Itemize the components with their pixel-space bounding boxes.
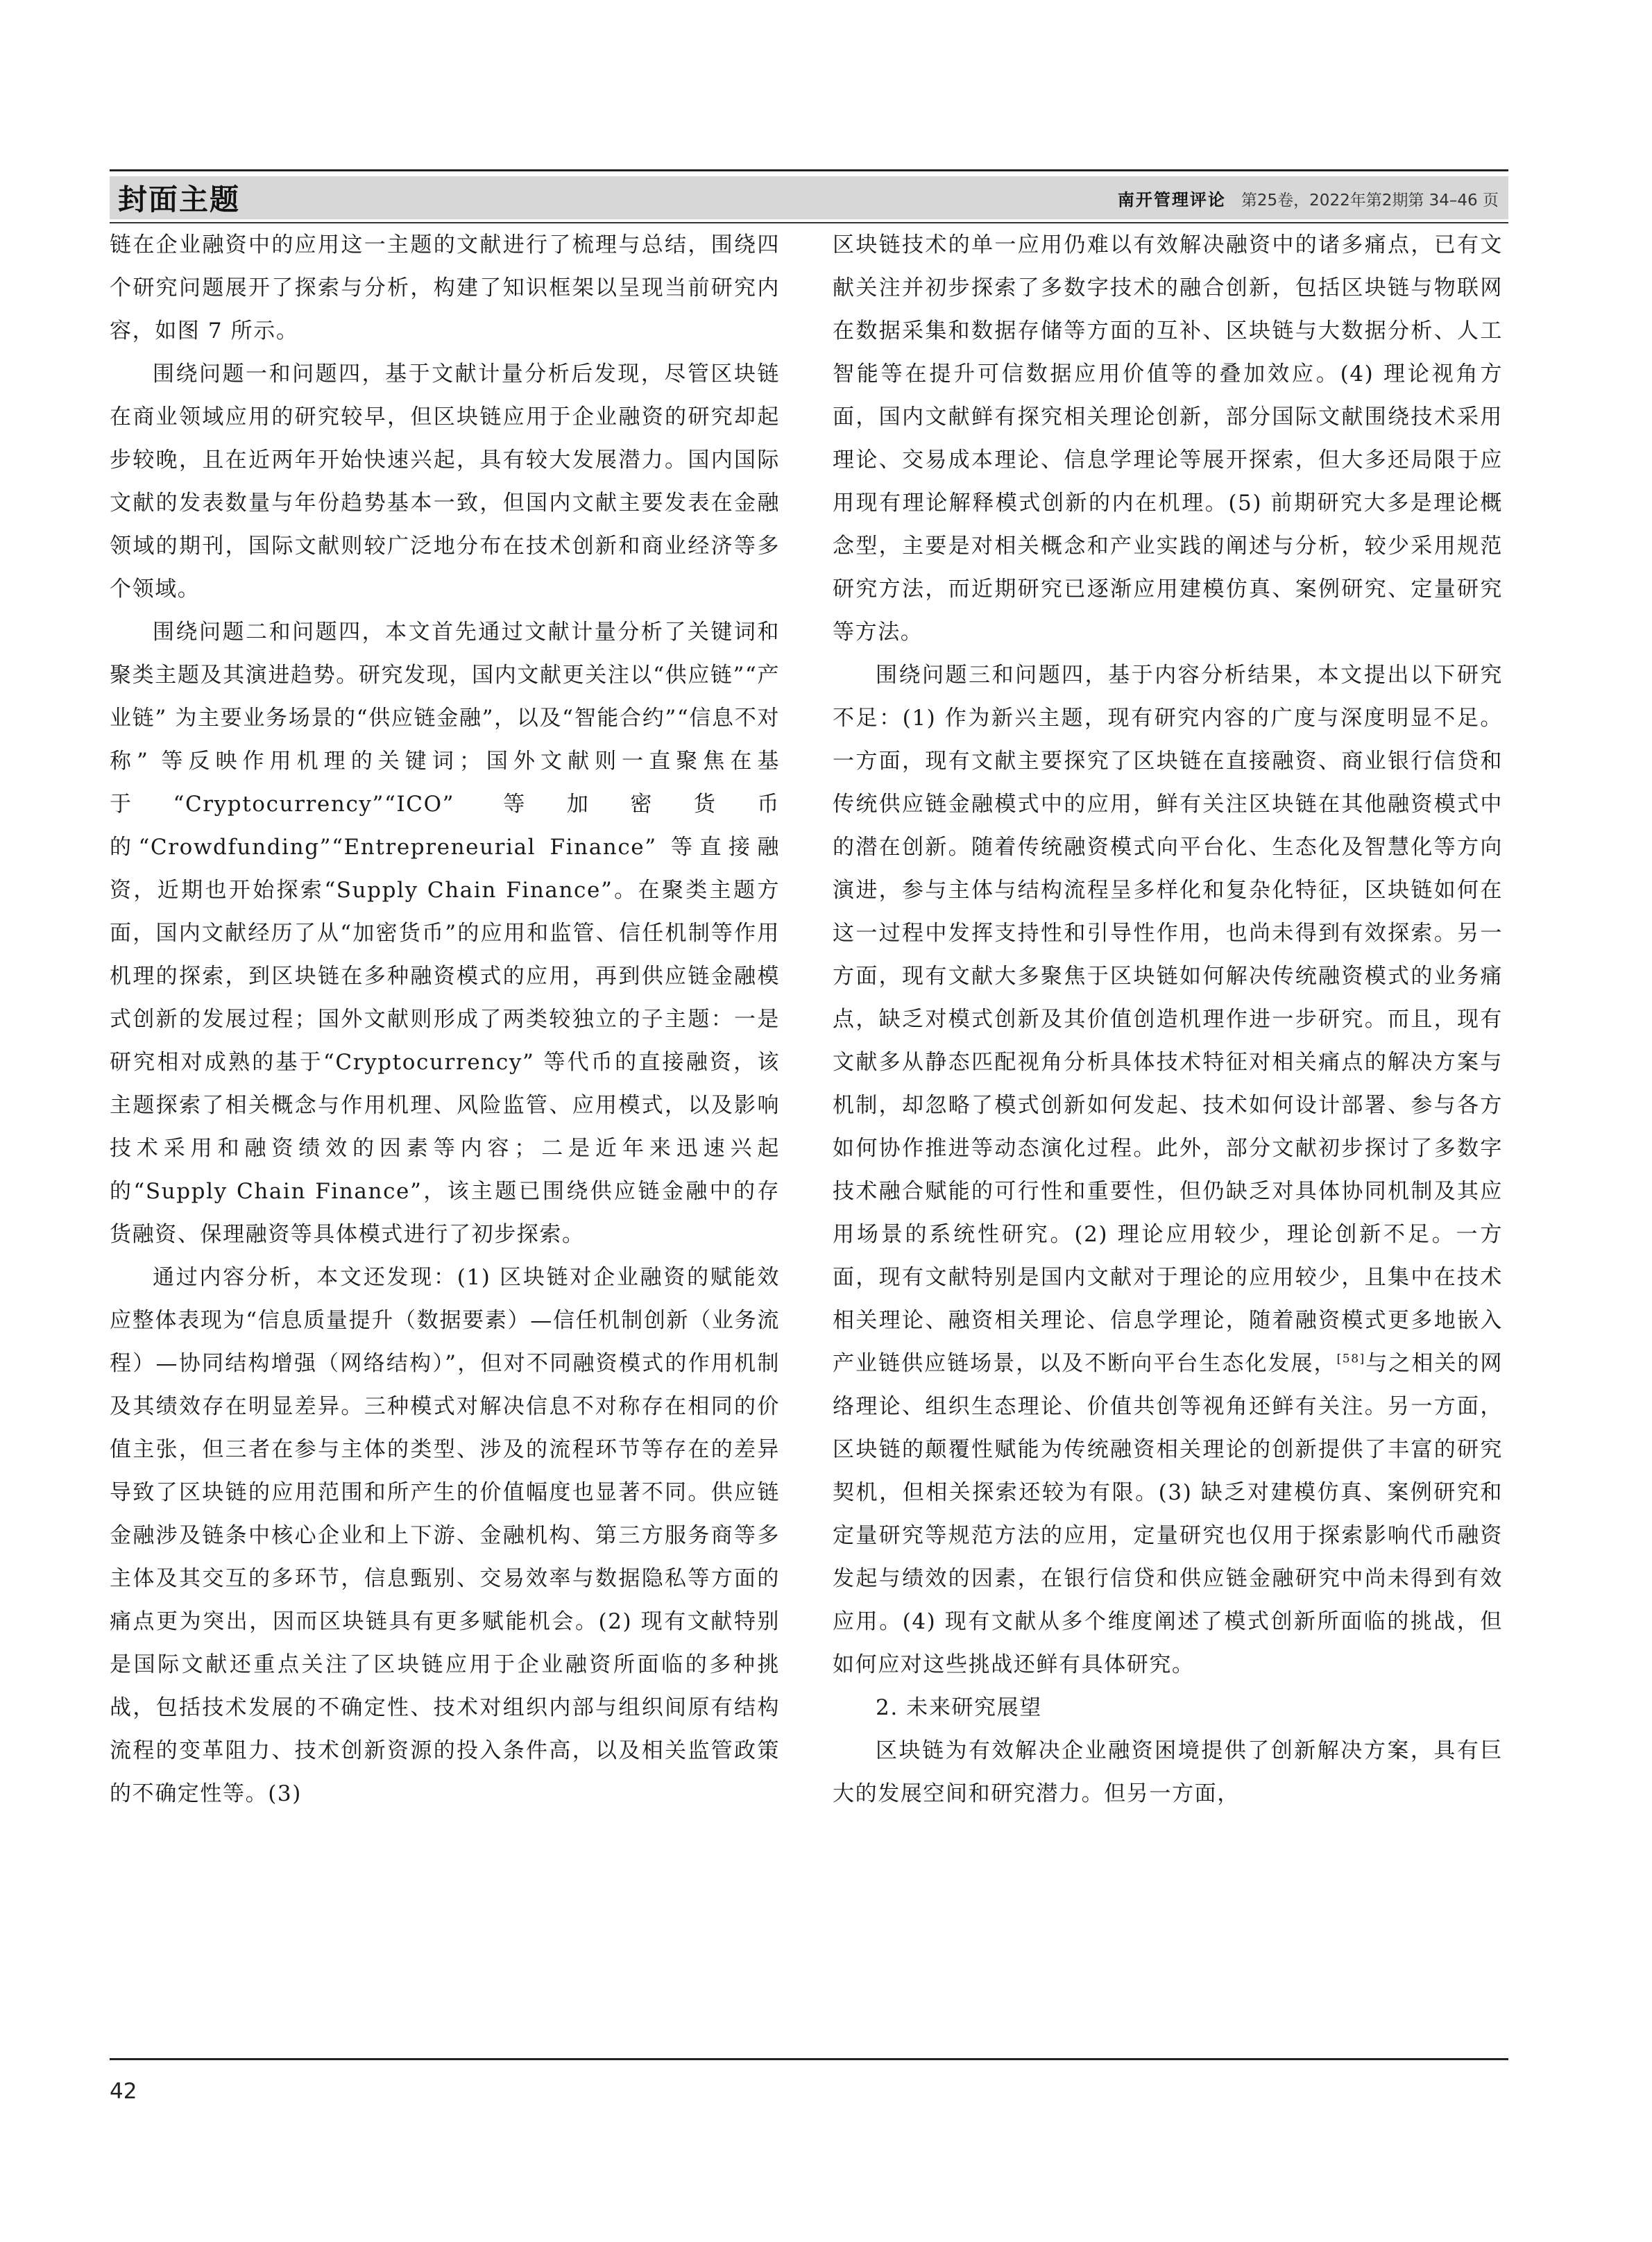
paragraph: 围绕问题二和问题四，本文首先通过文献计量分析了关键词和聚类主题及其演进趋势。研究发现，国内文献更关注以“供应链”“产业链” 为主要业务场景的“供应链金融”，以及“智能合约”“信息不对称” 等反映作用机理的关键词；国外文献则一直聚焦在基于“Cryptocurrency”“ICO” 等加密货币的“Crowdfunding”“Entrepreneurial Finance” 等直接融资，近期也开始探索“Supply Chain Finance”。在聚类主题方面，国内文献经历了从“加密货币”的应用和监管、信任机制等作用机理的探索，到区块链在多种融资模式的应用，再到供应链金融模式创新的发展过程；国外文献则形成了两类较独立的子主题：一是研究相对成熟的基于“Cryptocurrency” 等代币的直接融资，该主题探索了相关概念与作用机理、风险监管、应用模式，以及影响技术采用和融资绩效的因素等内容；二是近年来迅速兴起的“Supply Chain Finance”，该主题已围绕供应链金融中的存货融资、保理融资等具体模式进行了初步探索。	[110, 620, 780, 1247]
section-heading: 2. 未来研究展望	[876, 1695, 1042, 1720]
paragraph: 围绕问题一和问题四，基于文献计量分析后发现，尽管区块链在商业领域应用的研究较早，但区块链应用于企业融资的研究却起步较晚，且在近两年开始快速兴起，具有较大发展潜力。国内国际文献的发表数量与年份趋势基本一致，但国内文献主要发表在金融领域的期刊，国际文献则较广泛地分布在技术创新和商业经济等多个领域。	[110, 362, 780, 602]
paragraph-text: 与之相关的网络理论、组织生态理论、价值共创等视角还鲜有关注。另一方面，区块链的颠覆性赋能为传统融资相关理论的创新提供了丰富的研究契机，但相关探索还较为有限。(3) 缺乏对建模仿真、案例研究和定量研究等规范方法的应用，定量研究也仅用于探索影响代币融资发起与绩效的因素，在银行信贷和供应链金融研究中尚未得到有效应用。(4) 现有文献从多个维度阐述了模式创新所面临的挑战，但如何应对这些挑战还鲜有具体研究。	[833, 1351, 1503, 1677]
page-number: 42	[110, 2079, 137, 2104]
journal-name: 南开管理评论	[1117, 189, 1226, 210]
paragraph: 区块链技术的单一应用仍难以有效解决融资中的诸多痛点，已有文献关注并初步探索了多数字技术的融合创新，包括区块链与物联网在数据采集和数据存储等方面的互补、区块链与大数据分析、人工智能等在提升可信数据应用价值等的叠加效应。(4) 理论视角方面，国内文献鲜有探究相关理论创新，部分国际文献围绕技术采用理论、交易成本理论、信息学理论等展开探索，但大多还局限于应用现有理论解释模式创新的内在机理。(5) 前期研究大多是理论概念型，主要是对相关概念和产业实践的阐述与分析，较少采用规范研究方法，而近期研究已逐渐应用建模仿真、案例研究、定量研究等方法。	[833, 232, 1503, 645]
journal-issue: 第25卷，2022年第2期第 34–46 页	[1241, 191, 1499, 210]
paragraph: 链在企业融资中的应用这一主题的文献进行了梳理与总结，围绕四个研究问题展开了探索与分析，构建了知识框架以呈现当前研究内容，如图 7 所示。	[110, 232, 780, 343]
running-header	[110, 176, 1508, 219]
footer-rule	[110, 2058, 1508, 2060]
paragraph: 通过内容分析，本文还发现：(1) 区块链对企业融资的赋能效应整体表现为“信息质量提升（数据要素）—信任机制创新（业务流程）—协同结构增强（网络结构）”，但对不同融资模式的作用机制及其绩效存在明显差异。三种模式对解决信息不对称存在相同的价值主张，但三者在参与主体的类型、涉及的流程环节等存在的差异导致了区块链的应用范围和所产生的价值幅度也显著不同。供应链金融涉及链条中核心企业和上下游、金融机构、第三方服务商等多主体及其交互的多环节，信息甄别、交易效率与数据隐私等方面的痛点更为突出，因而区块链具有更多赋能机会。(2) 现有文献特别是国际文献还重点关注了区块链应用于企业融资所面临的多种挑战，包括技术发展的不确定性、技术对组织内部与组织间原有结构流程的变革阻力、技术创新资源的投入条件高，以及相关监管政策的不确定性等。(3)	[110, 1265, 780, 1806]
section-title: 封面主题	[118, 182, 241, 216]
citation-ref: [58]	[1336, 1352, 1365, 1366]
paragraph: 区块链为有效解决企业融资困境提供了创新解决方案，具有巨大的发展空间和研究潜力。但另一方面，	[833, 1738, 1503, 1806]
right-column	[833, 223, 1503, 1815]
header-top-rule	[110, 169, 1508, 171]
journal-info	[1118, 186, 1499, 210]
left-column	[110, 223, 780, 1815]
paragraph-text: 围绕问题三和问题四，基于内容分析结果，本文提出以下研究不足：(1) 作为新兴主题，现有研究内容的广度与深度明显不足。一方面，现有文献主要探究了区块链在直接融资、商业银行信贷和传统供应链金融模式中的应用，鲜有关注区块链在其他融资模式中的潜在创新。随着传统融资模式向平台化、生态化及智慧化等方向演进，参与主体与结构流程呈多样化和复杂化特征，区块链如何在这一过程中发挥支持性和引导性作用，也尚未得到有效探索。另一方面，现有文献大多聚焦于区块链如何解决传统融资模式的业务痛点，缺乏对模式创新及其价值创造机理作进一步研究。而且，现有文献多从静态匹配视角分析具体技术特征对相关痛点的解决方案与机制，却忽略了模式创新如何发起、技术如何设计部署、参与各方如何协作推进等动态演化过程。此外，部分文献初步探讨了多数字技术融合赋能的可行性和重要性，但仍缺乏对具体协同机制及其应用场景的系统性研究。(2) 理论应用较少，理论创新不足。一方面，现有文献特别是国内文献对于理论的应用较少，且集中在技术相关理论、融资相关理论、信息学理论，随着融资模式更多地嵌入产业链供应链场景，以及不断向平台生态化发展，	[833, 663, 1503, 1376]
paragraph	[833, 654, 1503, 1686]
